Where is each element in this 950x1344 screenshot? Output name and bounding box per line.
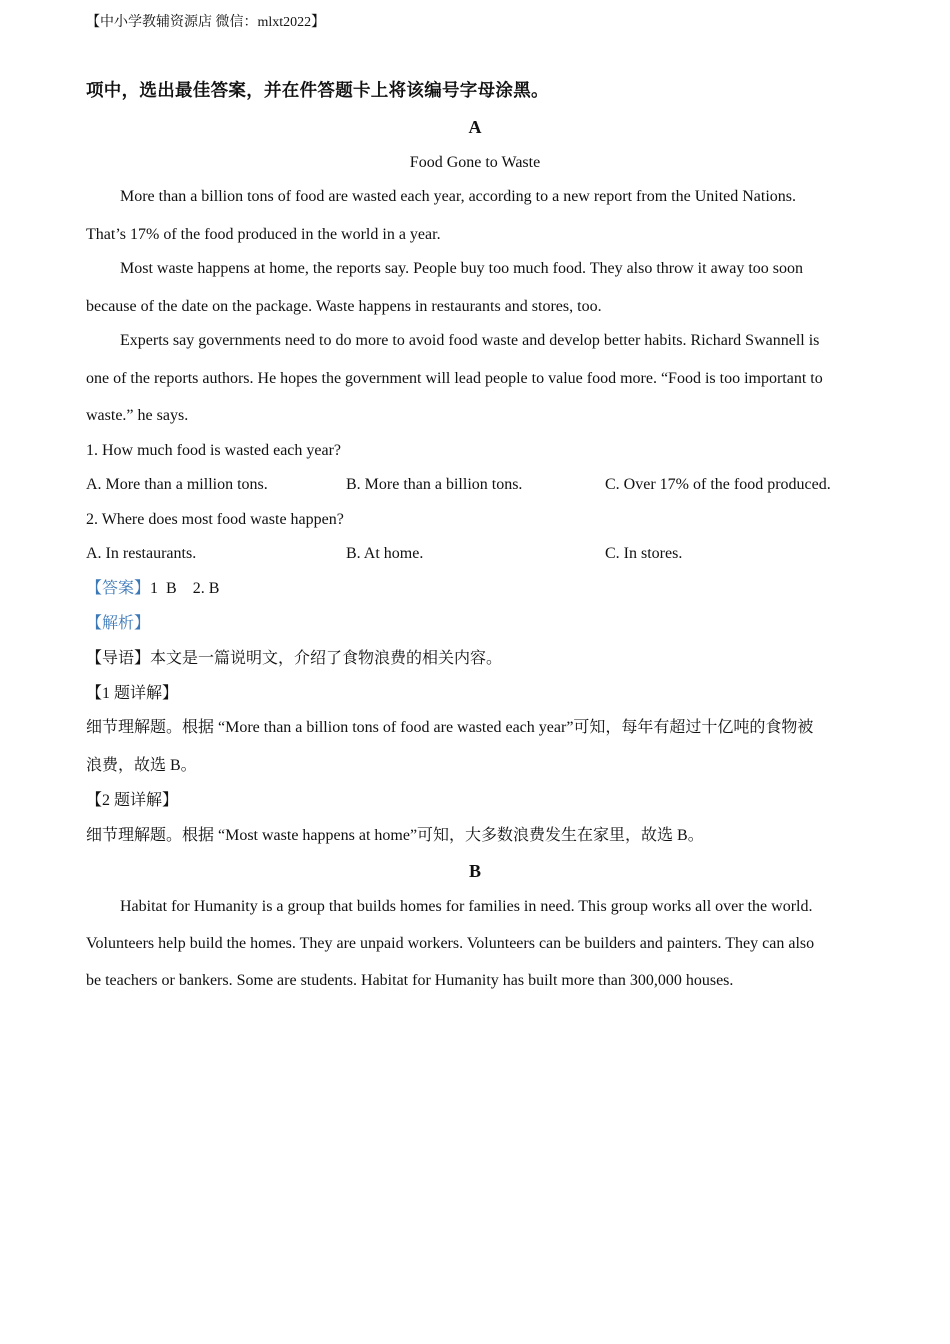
passage-b-p1-line3: be teachers or bankers. Some are students. Habitat for Humanity has built more than 300,000 houses. (86, 972, 734, 989)
detail-1-line2: 浪费，故选 B。 (86, 757, 197, 774)
guide-text: 【导语】本文是一篇说明文，介绍了食物浪费的相关内容。 (86, 650, 503, 667)
passage-b-p1-line2: Volunteers help build the homes. They are unpaid workers. Volunteers can be builders and painters. They can also (86, 935, 815, 952)
detail-2-label: 【2 题详解】 (86, 792, 179, 809)
question-1-option-b: B. More than a billion tons. (346, 476, 523, 493)
question-1-stem: 1. How much food is wasted each year? (86, 442, 342, 459)
answer-label: 【答案】 (86, 580, 151, 597)
question-1-option-c: C. Over 17% of the food produced. (605, 476, 831, 493)
passage-a-title: Food Gone to Waste (409, 154, 541, 171)
answer-line (86, 579, 219, 599)
answer-text: 1 B 2. B (150, 580, 220, 597)
detail-1-line1: 细节理解题。根据 “More than a billion tons of food are wasted each year”可知，每年有超过十亿吨的食物被 (86, 719, 814, 736)
question-1-option-a: A. More than a million tons. (86, 476, 268, 493)
question-2-option-c: C. In stores. (605, 545, 683, 562)
header-note: 【中小学教辅资源店 微信：mlxt2022】 (86, 15, 326, 30)
passage-a-p2-line1: Most waste happens at home, the reports say. People buy too much food. They also throw it away too soon (120, 260, 803, 277)
passage-a-p3-line1: Experts say governments need to do more to avoid food waste and develop better habits. Richard Swannell is (120, 332, 820, 349)
question-2-option-b: B. At home. (346, 545, 424, 562)
analysis-label: 【解析】 (86, 615, 151, 632)
passage-a-p2-line2: because of the date on the package. Waste happens in restaurants and stores, too. (86, 298, 602, 315)
detail-2-line1: 细节理解题。根据 “Most waste happens at home”可知，大多数浪费发生在家里，故选 B。 (86, 827, 704, 844)
section-a-heading: A (468, 117, 482, 137)
section-b-heading: B (468, 861, 481, 881)
instruction-text: 项中，选出最佳答案，并在件答题卡上将该编号字母涂黑。 (86, 81, 549, 101)
passage-a-p3-line3: waste.” he says. (86, 407, 189, 424)
passage-a-p3-line2: one of the reports authors. He hopes the government will lead people to value food more. “Food is too important to (86, 370, 823, 387)
passage-a-p1-line1: More than a billion tons of food are wasted each year, according to a new report from the United Nations. (120, 188, 797, 205)
passage-a-p1-line2: That’s 17% of the food produced in the world in a year. (86, 226, 441, 243)
question-2-stem: 2. Where does most food waste happen? (86, 511, 344, 528)
passage-b-p1-line1: Habitat for Humanity is a group that builds homes for families in need. This group works all over the world. (120, 898, 813, 915)
detail-1-label: 【1 题详解】 (86, 685, 179, 702)
question-2-option-a: A. In restaurants. (86, 545, 197, 562)
